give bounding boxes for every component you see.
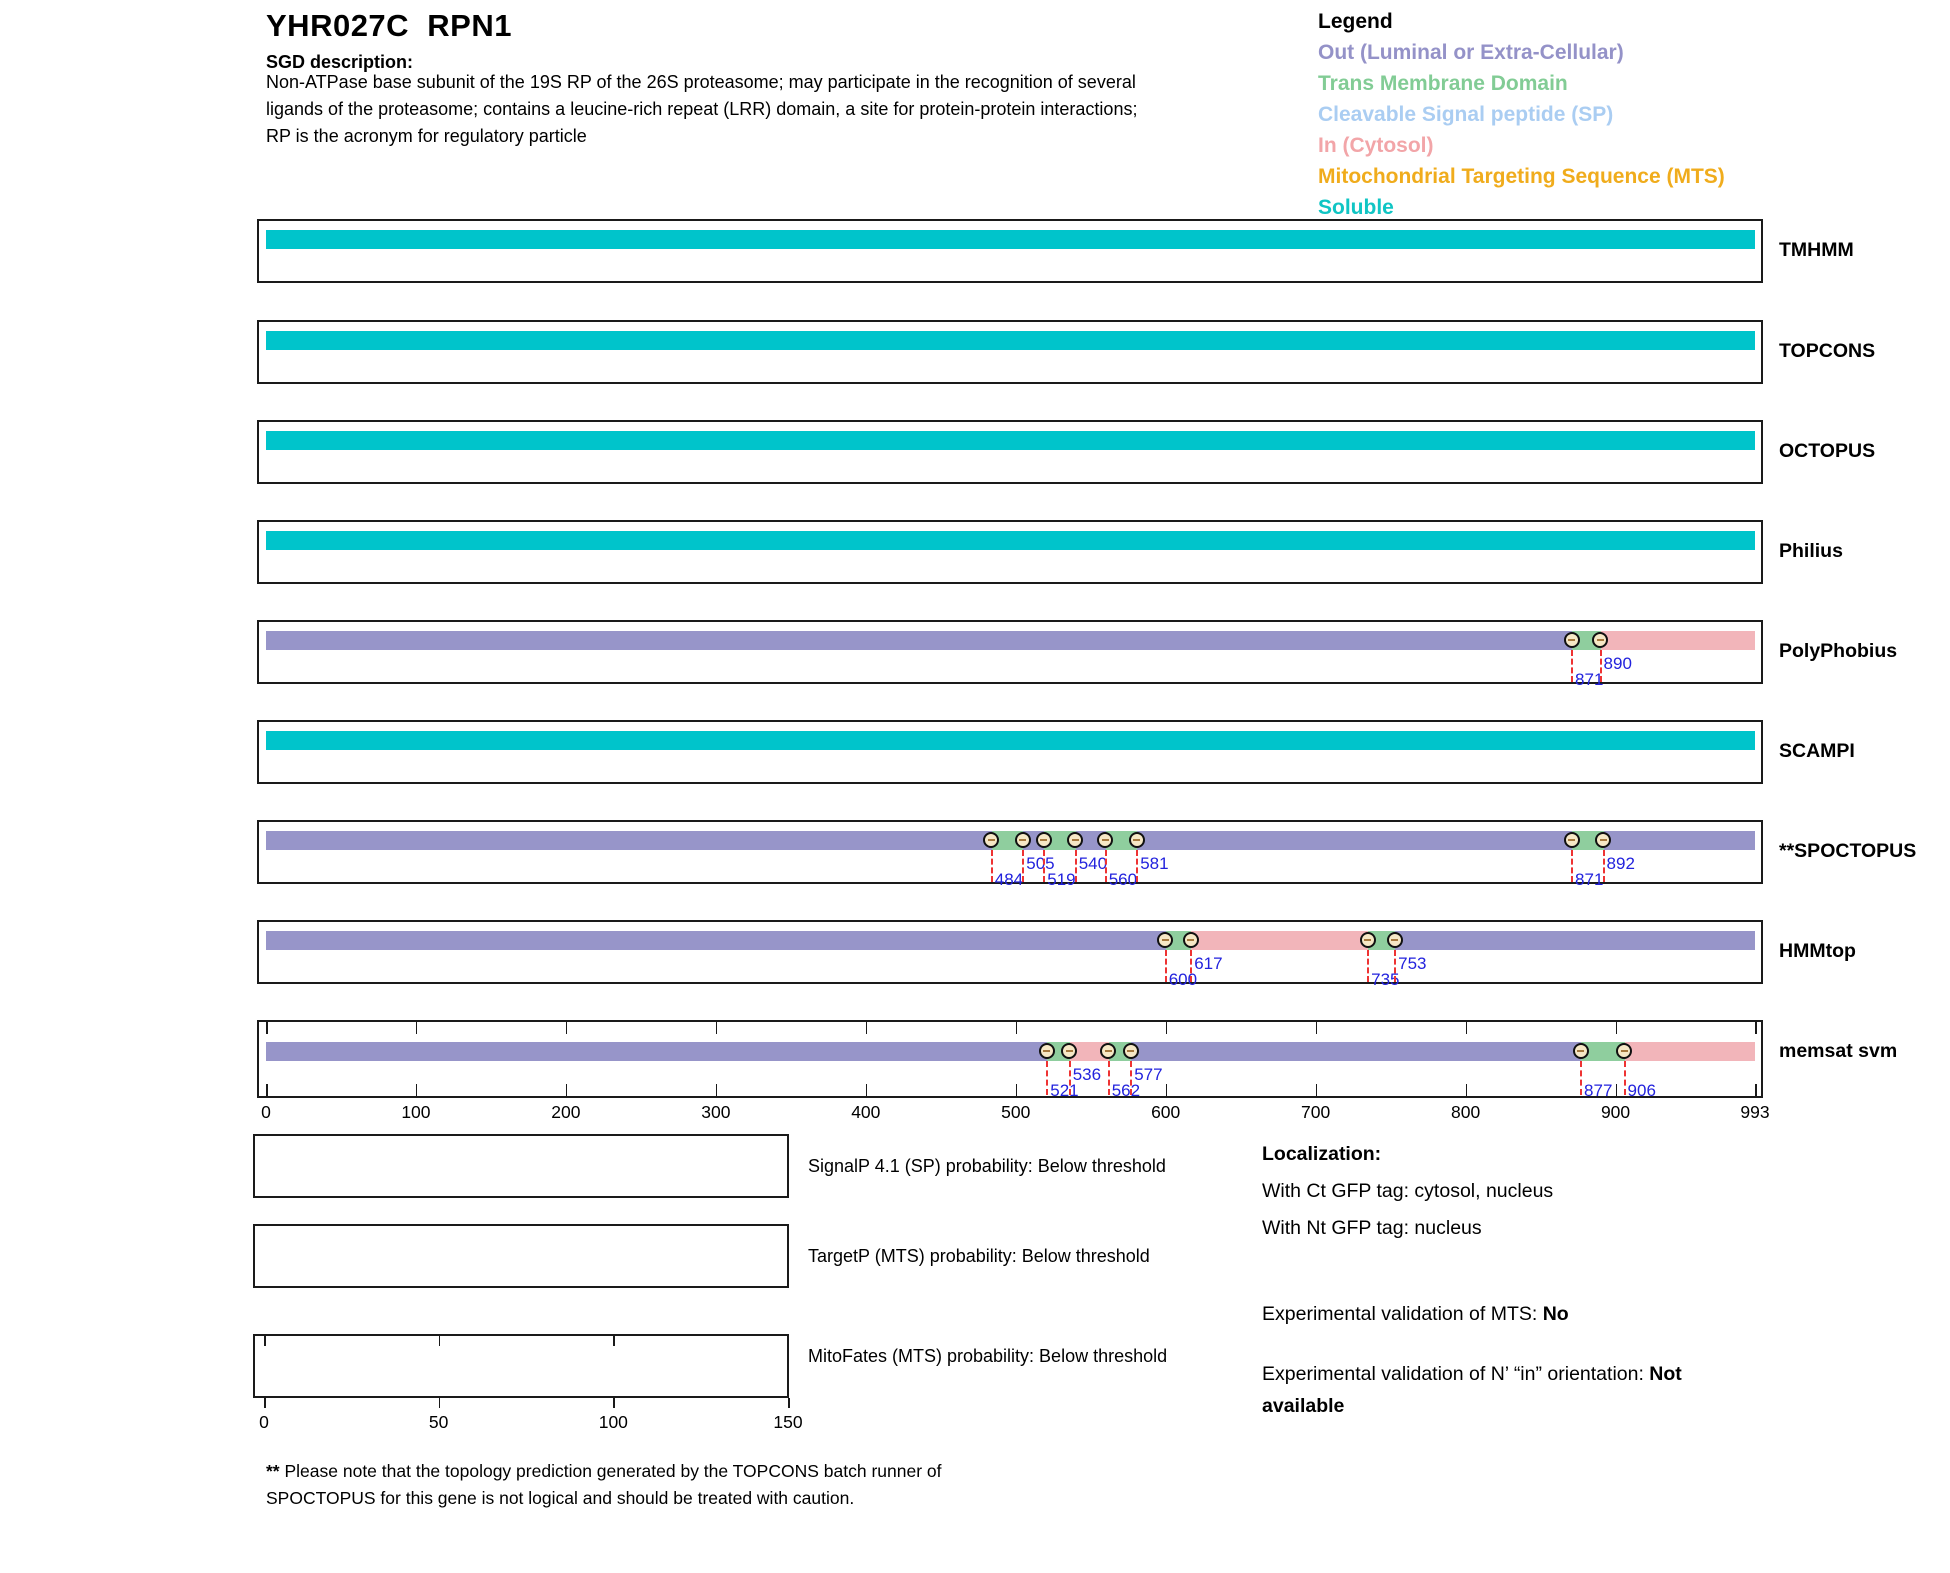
mini-axis-tick [439, 1336, 441, 1346]
topology-segment-out [266, 831, 992, 850]
mini-axis-tick [439, 1398, 441, 1408]
track-label: Philius [1779, 540, 1843, 562]
track-box [257, 219, 1763, 283]
boundary-position-label: 877 [1584, 1081, 1613, 1100]
localization-ct-line: With Ct GFP tag: cytosol, nucleus [1262, 1180, 1554, 1202]
boundary-dash-line [1580, 1061, 1582, 1095]
mini-axis-tick [613, 1398, 615, 1408]
track-label: HMMtop [1779, 940, 1856, 962]
sgd-description-line: RP is the acronym for regulatory particle [266, 126, 587, 146]
mini-axis-label: 100 [598, 1412, 628, 1432]
boundary-position-label: 505 [1026, 854, 1055, 873]
track-label: TMHMM [1779, 239, 1854, 261]
axis-tick-label: 800 [1450, 1102, 1481, 1122]
boundary-marker-circle [1592, 632, 1608, 648]
boundary-dash-line [1136, 850, 1138, 882]
legend-title: Legend [1318, 10, 1393, 33]
topology-segment-out [266, 1042, 1047, 1061]
boundary-position-label: 577 [1134, 1065, 1163, 1084]
track-box [257, 520, 1763, 584]
track-box [257, 920, 1763, 984]
topology-segment-soluble [266, 230, 1755, 249]
boundary-dash-line [1075, 850, 1077, 882]
boundary-dash-line [1367, 950, 1369, 982]
legend-item: Out (Luminal or Extra-Cellular) [1318, 41, 1624, 64]
boundary-marker-circle [1183, 932, 1199, 948]
ruler-tick [1466, 1084, 1468, 1096]
track-box [257, 620, 1763, 684]
legend-item: Cleavable Signal peptide (SP) [1318, 103, 1614, 126]
boundary-dash-line [1105, 850, 1107, 882]
boundary-marker-circle [1015, 832, 1031, 848]
boundary-position-label: 521 [1050, 1081, 1079, 1100]
boundary-dash-line [1571, 850, 1573, 882]
track-box [257, 720, 1763, 784]
boundary-dash-line [1130, 1061, 1132, 1095]
ruler-tick [566, 1022, 568, 1034]
ruler-tick [1616, 1022, 1618, 1034]
ruler-tick [1755, 1084, 1757, 1096]
ruler-tick [1016, 1084, 1018, 1096]
boundary-marker-circle [1616, 1043, 1632, 1059]
track-label: SCAMPI [1779, 740, 1855, 762]
ruler-tick [1016, 1022, 1018, 1034]
mini-axis-label: 0 [259, 1412, 269, 1432]
boundary-marker-circle [1595, 832, 1611, 848]
localization-nt-line: With Nt GFP tag: nucleus [1262, 1217, 1482, 1239]
ruler-tick [866, 1022, 868, 1034]
legend-item: Trans Membrane Domain [1318, 72, 1568, 95]
boundary-marker-circle [1573, 1043, 1589, 1059]
probability-plot-box [253, 1224, 789, 1288]
boundary-dash-line [1394, 950, 1396, 982]
localization-heading: Localization: [1262, 1143, 1382, 1165]
axis-tick-label: 600 [1151, 1102, 1181, 1122]
orientation-validation-value: Not [1649, 1363, 1682, 1385]
boundary-dash-line [991, 850, 993, 882]
footnote-asterisks: ** [266, 1461, 280, 1481]
boundary-position-label: 536 [1072, 1065, 1102, 1084]
boundary-position-label: 484 [994, 870, 1024, 889]
axis-tick-label: 100 [401, 1102, 431, 1122]
topology-segment-soluble [266, 431, 1755, 450]
track-label: memsat svm [1779, 1040, 1898, 1062]
orientation-validation-value-wrap: available [1262, 1395, 1345, 1417]
sgd-description-line: ligands of the proteasome; contains a leucine-rich repeat (LRR) domain, a site for protein-protein interactions; [266, 99, 1138, 119]
boundary-position-label: 753 [1398, 954, 1427, 973]
topology-segment-soluble [266, 331, 1755, 350]
boundary-dash-line [1165, 950, 1167, 982]
ruler-tick [1316, 1022, 1318, 1034]
sgd-description-line: Non-ATPase base subunit of the 19S RP of the 26S proteasome; may participate in the recognition of several [266, 72, 1136, 92]
ruler-tick [1166, 1084, 1168, 1096]
probability-plot-label: SignalP 4.1 (SP) probability: Below threshold [808, 1156, 1166, 1176]
track-box [257, 420, 1763, 484]
boundary-dash-line [1571, 650, 1573, 682]
axis-tick-label: 0 [261, 1102, 271, 1122]
boundary-marker-circle [1360, 932, 1376, 948]
topology-segment-out [1131, 1042, 1581, 1061]
boundary-marker-circle [1039, 1043, 1055, 1059]
boundary-marker-circle [1123, 1043, 1139, 1059]
axis-tick-label: 500 [1001, 1102, 1031, 1122]
topology-segment-soluble [266, 731, 1755, 750]
page-title: YHR027C RPN1 [266, 8, 512, 43]
topology-segment-out [266, 631, 1572, 650]
ruler-tick [866, 1084, 868, 1096]
ruler-tick [566, 1084, 568, 1096]
ruler-tick [1316, 1084, 1318, 1096]
boundary-marker-circle [1564, 632, 1580, 648]
axis-tick-label: 993 [1740, 1102, 1770, 1122]
topology-segment-soluble [266, 531, 1755, 550]
mini-axis-tick [264, 1398, 266, 1408]
track-label: PolyPhobius [1779, 640, 1898, 662]
track-label: OCTOPUS [1779, 440, 1876, 462]
boundary-dash-line [1069, 1061, 1071, 1095]
footnote-text: Please note that the topology prediction generated by the TOPCONS batch runner of [279, 1461, 942, 1481]
legend-item: Mitochondrial Targeting Sequence (MTS) [1318, 165, 1725, 188]
probability-plot-label: MitoFates (MTS) probability: Below threshold [808, 1346, 1168, 1366]
legend-item: Soluble [1318, 196, 1394, 219]
topology-segment-out [266, 931, 1166, 950]
track-label: **SPOCTOPUS [1779, 840, 1917, 862]
probability-plot-box [253, 1334, 789, 1398]
ruler-tick [1755, 1022, 1757, 1034]
ruler-tick [266, 1084, 268, 1096]
boundary-position-label: 906 [1627, 1081, 1656, 1100]
ruler-tick [266, 1022, 268, 1034]
boundary-dash-line [1108, 1061, 1110, 1095]
mts-validation-line [1262, 1303, 1569, 1326]
boundary-position-label: 600 [1168, 970, 1198, 989]
boundary-dash-line [1600, 650, 1602, 682]
probability-plot-label: TargetP (MTS) probability: Below threshold [808, 1246, 1150, 1266]
orientation-validation-line [1262, 1363, 1682, 1386]
axis-tick-label: 900 [1600, 1102, 1631, 1122]
boundary-dash-line [1022, 850, 1024, 882]
sgd-description-heading: SGD description: [266, 52, 414, 72]
mini-axis-label: 50 [428, 1412, 449, 1432]
boundary-position-label: 871 [1575, 670, 1604, 689]
ruler-tick [1466, 1022, 1468, 1034]
track-box [257, 320, 1763, 384]
boundary-position-label: 735 [1371, 970, 1400, 989]
ruler-tick [716, 1084, 718, 1096]
boundary-position-label: 560 [1108, 870, 1138, 889]
footnote-line [266, 1461, 941, 1482]
mts-validation-prefix: Experimental validation of MTS: [1262, 1303, 1543, 1325]
boundary-marker-circle [1387, 932, 1403, 948]
mini-axis-tick [264, 1336, 266, 1346]
legend-items [1318, 37, 1838, 223]
topology-segment-in [1625, 1042, 1755, 1061]
mini-axis-tick [613, 1336, 615, 1346]
ruler-tick [1166, 1022, 1168, 1034]
boundary-dash-line [1190, 950, 1192, 982]
axis-tick-label: 400 [851, 1102, 881, 1122]
probability-plot-box [253, 1134, 789, 1198]
topology-segment-in [1191, 931, 1368, 950]
boundary-position-label: 581 [1140, 854, 1169, 873]
mini-axis-tick [788, 1398, 790, 1408]
axis-tick-label: 300 [701, 1102, 731, 1122]
ruler-tick [716, 1022, 718, 1034]
boundary-position-label: 617 [1194, 954, 1223, 973]
topology-segment-out [1604, 831, 1755, 850]
ruler-tick [416, 1084, 418, 1096]
boundary-marker-circle [1564, 832, 1580, 848]
boundary-marker-circle [1036, 832, 1052, 848]
boundary-dash-line [1603, 850, 1605, 882]
footnote-line: SPOCTOPUS for this gene is not logical and should be treated with caution. [266, 1488, 855, 1508]
axis-tick-label: 200 [551, 1102, 581, 1122]
boundary-position-label: 871 [1575, 870, 1604, 889]
ruler-tick [416, 1022, 418, 1034]
legend-item: In (Cytosol) [1318, 134, 1434, 157]
boundary-position-label: 890 [1603, 654, 1632, 673]
track-label: TOPCONS [1779, 340, 1876, 362]
boundary-dash-line [1624, 1061, 1626, 1095]
topology-segment-out [1395, 931, 1755, 950]
boundary-dash-line [1046, 1061, 1048, 1095]
boundary-position-label: 562 [1111, 1081, 1141, 1100]
mts-validation-value: No [1542, 1303, 1569, 1325]
orientation-validation-prefix: Experimental validation of N’ “in” orientation: [1262, 1363, 1650, 1385]
ruler-tick [1616, 1084, 1618, 1096]
axis-tick-label: 700 [1301, 1102, 1331, 1122]
boundary-dash-line [1043, 850, 1045, 882]
boundary-position-label: 519 [1047, 870, 1076, 889]
topology-segment-out [1137, 831, 1572, 850]
legend [1318, 6, 1838, 223]
boundary-marker-circle [1129, 832, 1145, 848]
boundary-position-label: 892 [1606, 854, 1635, 873]
topology-segment-in [1601, 631, 1755, 650]
boundary-position-label: 540 [1078, 854, 1108, 873]
mini-axis-label: 150 [773, 1412, 803, 1432]
